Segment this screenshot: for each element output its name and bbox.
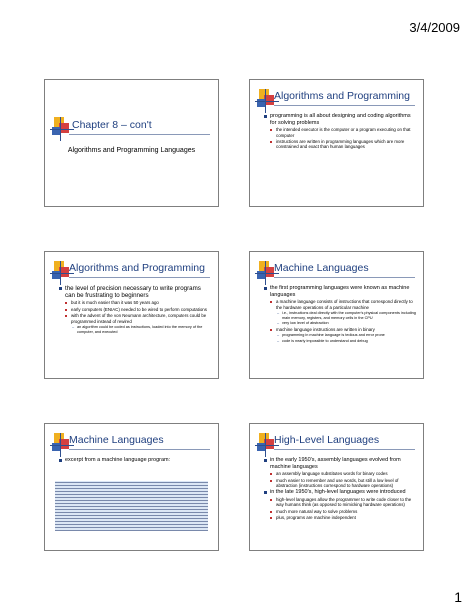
header-date: 3/4/2009 bbox=[409, 20, 460, 35]
bullet: excerpt from a machine language program: bbox=[59, 457, 212, 464]
sub-sub-bullet: – an algorithm could be coded as instructions, loaded into the memory of the computer, and executed bbox=[59, 325, 212, 334]
slide-1 bbox=[44, 79, 219, 207]
sub-bullet: a machine language consists of instructions that correspond directly to the hardware operations of a particular machine bbox=[264, 299, 417, 310]
sub-bullet: early computers (ENIAC) needed to be wired to perform computations bbox=[59, 307, 212, 312]
slide-body bbox=[59, 457, 212, 465]
sub-bullet: with the advent of the von Neumann architecture, computers could be programmed instead of rewired bbox=[59, 313, 212, 324]
sub-sub-bullet: – i.e., instructions deal directly with the computer's physical components including main memory, registers, and memory cells in the CPU bbox=[264, 311, 417, 320]
page-number: 1 bbox=[454, 589, 462, 605]
sub-bullet: much easier to remember and use words, but still a low level of abstraction (instructions correspond to hardware operations) bbox=[264, 478, 417, 489]
title-divider bbox=[69, 277, 210, 278]
sub-bullet: an assembly language substitutes words for binary codes bbox=[264, 471, 417, 476]
sub-sub-bullet: – programming in machine language is tedious and error prone bbox=[264, 333, 417, 338]
slide-logo-icon bbox=[50, 117, 74, 141]
bullet: programming is all about designing and coding algorithms for solving problems bbox=[264, 113, 417, 126]
slide-3 bbox=[44, 251, 219, 379]
sub-bullet: much more natural way to solve problems bbox=[264, 509, 417, 514]
bullet: the level of precision necessary to write programs can be frustrating to beginners bbox=[59, 285, 212, 299]
sub-bullet: plus, programs are machine independent bbox=[264, 515, 417, 520]
slide-subtitle: Algorithms and Programming Languages bbox=[67, 147, 196, 154]
title-divider bbox=[69, 449, 210, 450]
sub-sub-bullet: – code is nearly impossible to understand and debug bbox=[264, 339, 417, 344]
title-divider bbox=[274, 105, 415, 106]
slide-title: Chapter 8 – con't bbox=[72, 119, 152, 131]
slide-body bbox=[59, 285, 212, 335]
slide-body bbox=[264, 457, 417, 522]
title-divider bbox=[274, 277, 415, 278]
sub-bullet: machine language instructions are written in binary bbox=[264, 327, 417, 332]
slide-title: Machine Languages bbox=[69, 434, 164, 446]
title-divider bbox=[69, 134, 210, 135]
sub-bullet: instructions are written in programming languages which are more constrained and exact than human languages bbox=[264, 139, 417, 150]
slide-5 bbox=[44, 423, 219, 551]
slide-2 bbox=[249, 79, 424, 207]
bullet: the first programming languages were known as machine languages bbox=[264, 285, 417, 298]
sub-bullet: high-level languages allow the programmer to write code closer to the way humans think (as opposed to mimicking hardware operations) bbox=[264, 497, 417, 508]
slide-title: Algorithms and Programming bbox=[69, 262, 205, 274]
sub-bullet: the intended executor is the computer or a program executing on that computer bbox=[264, 127, 417, 138]
title-divider bbox=[274, 449, 415, 450]
slide-title: Algorithms and Programming bbox=[274, 90, 410, 102]
bullet: in the early 1950's, assembly languages evolved from machine languages bbox=[264, 457, 417, 470]
slide-6 bbox=[249, 423, 424, 551]
bullet: in the late 1950's, high-level languages were introduced bbox=[264, 489, 417, 496]
sub-sub-bullet: – very low level of abstraction bbox=[264, 321, 417, 326]
slide-4 bbox=[249, 251, 424, 379]
slide-title: High-Level Languages bbox=[274, 434, 380, 446]
machine-code-excerpt-image bbox=[55, 481, 208, 531]
slide-body bbox=[264, 113, 417, 151]
slide-body bbox=[264, 285, 417, 344]
sub-bullet: but it is much easier than it was 50 years ago bbox=[59, 300, 212, 305]
slide-title: Machine Languages bbox=[274, 262, 369, 274]
